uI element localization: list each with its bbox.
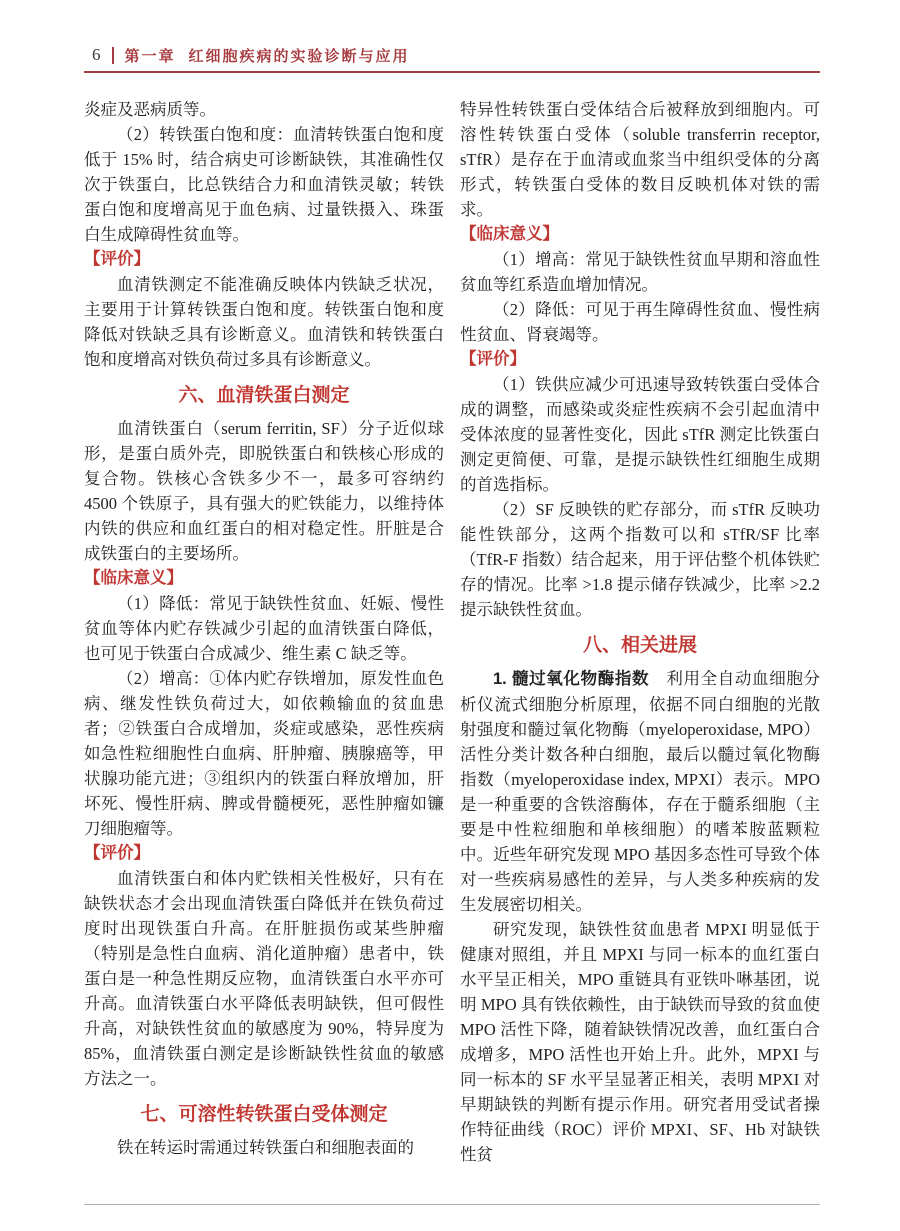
- page-header: [84, 44, 820, 66]
- page-number: 6: [92, 45, 101, 64]
- chapter-label: 第一章: [124, 48, 176, 65]
- section-heading: 八、相关进展: [582, 635, 697, 656]
- paragraph: 铁在转运时需通过转铁蛋白和细胞表面的: [117, 1138, 414, 1157]
- header-divider: [112, 47, 114, 64]
- paragraph: 特异性转铁蛋白受体结合后被释放到细胞内。可溶性转铁蛋白受体（soluble transferrin receptor, sTfR）是存在于血清或血浆当中组织受体的分离形式，转铁蛋白受体的数目反映机体对铁的需求。: [460, 100, 820, 219]
- paragraph: （1）增高：常见于缺铁性贫血早期和溶血性贫血等红系造血增加情况。: [460, 250, 820, 294]
- paragraph: 血清铁测定不能准确反映体内铁缺乏状况，主要用于计算转铁蛋白饱和度。转铁蛋白饱和度降低对铁缺乏具有诊断意义。血清铁和转铁蛋白饱和度增高对铁负荷过多具有诊断意义。: [84, 275, 444, 369]
- bracket-label: 【评价】: [84, 844, 150, 862]
- bracket-label: 【临床意义】: [460, 225, 559, 243]
- paragraph-lead: 1. 髓过氧化物酶指数: [493, 670, 650, 688]
- paragraph: 血清铁蛋白和体内贮铁相关性极好，只有在缺铁状态才会出现血清铁蛋白降低并在铁负荷过度时出现铁蛋白升高。在肝脏损伤或某些肿瘤（特别是急性白血病、消化道肿瘤）患者中，铁蛋白是一种急性期反应物，血清铁蛋白水平亦可升高。血清铁蛋白水平降低表明缺铁，但可假性升高，对缺铁性贫血的敏感度为 90%，特异度为 85%，血清铁蛋白测定是诊断缺铁性贫血的敏感方法之一。: [84, 869, 444, 1088]
- bracket-label: 【评价】: [84, 250, 150, 268]
- header-rule: [84, 71, 820, 73]
- paragraph: 研究发现，缺铁性贫血患者 MPXI 明显低于健康对照组，并且 MPXI 与同一标本的血红蛋白水平呈正相关，MPO 重链具有亚铁卟啉基团，说明 MPO 具有铁依赖性，由于缺铁而导致的贫血使 MPO 活性下降，随着缺铁情况改善，血红蛋白合成增多，MPO 活性也开始上升。此外，MPXI 与同一标本的 SF 水平呈显著正相关，表明 MPXI 对早期缺铁的判断有提示作用。研究者用受试者操作特征曲线（ROC）评价 MPXI、SF、Hb 对缺铁性贫: [460, 920, 820, 1164]
- section-heading: 六、血清铁蛋白测定: [178, 385, 350, 406]
- paragraph: 炎症及恶病质等。: [84, 100, 216, 119]
- paragraph: 血清铁蛋白（serum ferritin, SF）分子近似球形，是蛋白质外壳，即脱铁蛋白和铁核心形成的复合物。铁核心含铁多少不一，最多可容纳约 4500 个铁原子，具有强大的贮铁能力，以维持体内铁的供应和血红蛋白的相对稳定性。肝脏是合成铁蛋白的主要场所。: [84, 419, 444, 563]
- left-column: [84, 97, 444, 1167]
- text-columns: [84, 97, 820, 1167]
- footer-rule: [84, 1204, 820, 1205]
- section-heading: 七、可溶性转铁蛋白受体测定: [140, 1104, 388, 1125]
- paragraph: （1）铁供应减少可迅速导致转铁蛋白受体合成的调整，而感染或炎症性疾病不会引起血清中受体浓度的显著性变化，因此 sTfR 测定比铁蛋白测定更简便、可靠，是提示缺铁性红细胞生成期的首选指标。: [460, 375, 820, 494]
- paragraph: （2）转铁蛋白饱和度：血清转铁蛋白饱和度低于 15% 时，结合病史可诊断缺铁，其准确性仅次于铁蛋白，比总铁结合力和血清铁灵敏；转铁蛋白饱和度增高见于血色病、过量铁摄入、珠蛋白生成障碍性贫血等。: [84, 125, 444, 244]
- paragraph: 1. 髓过氧化物酶指数 利用全自动血细胞分析仪流式细胞分析原理，依据不同白细胞的光散射强度和髓过氧化物酶（myeloperoxidase, MPO）活性分类计数各种白细胞，最后以髓过氧化物酶指数（myeloperoxidase index, MPXI）表示。MPO 是一种重要的含铁溶酶体，存在于髓系细胞（主要是中性粒细胞和单核细胞）的嗜苯胺蓝颗粒中。近些年研究发现 MPO 基因多态性可导致个体对一些疾病易感性的差异，与人类多种疾病的发生发展密切相关。: [460, 669, 820, 914]
- bracket-label: 【评价】: [460, 350, 526, 368]
- paragraph: （2）SF 反映铁的贮存部分，而 sTfR 反映功能性铁部分，这两个指数可以和 sTfR/SF 比率（TfR-F 指数）结合起来，用于评估整个机体铁贮存的情况。比率 >1.8 提示储存铁减少，比率 >2.2 提示缺铁性贫血。: [460, 500, 820, 619]
- bracket-label: 【临床意义】: [84, 569, 183, 587]
- right-column: [460, 97, 820, 1167]
- chapter-title: 红细胞疾病的实验诊断与应用: [188, 48, 410, 65]
- paragraph: （2）降低：可见于再生障碍性贫血、慢性病性贫血、肾衰竭等。: [460, 300, 820, 344]
- paragraph: （2）增高：①体内贮存铁增加，原发性血色病、继发性铁负荷过大，如依赖输血的贫血患者；②铁蛋白合成增加，炎症或感染，恶性疾病如急性粒细胞性白血病、肝肿瘤、胰腺癌等，甲状腺功能亢进；③组织内的铁蛋白释放增加，肝坏死、慢性肝病、脾或骨髓梗死，恶性肿瘤如镰刀细胞瘤等。: [84, 669, 444, 838]
- paragraph: （1）降低：常见于缺铁性贫血、妊娠、慢性贫血等体内贮存铁减少引起的血清铁蛋白降低，也可见于铁蛋白合成减少、维生素 C 缺乏等。: [84, 594, 444, 663]
